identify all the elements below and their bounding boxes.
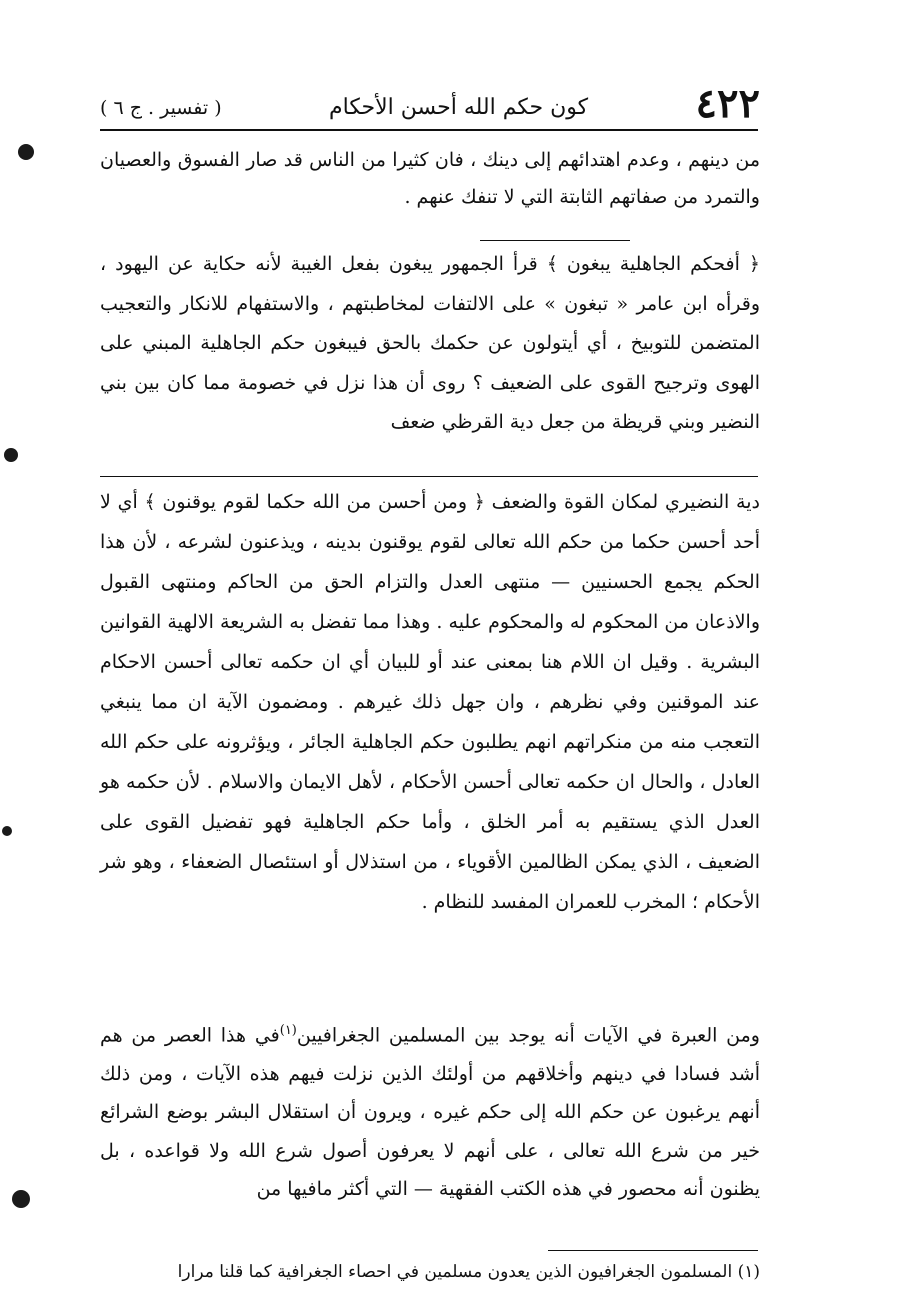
footnote: (١) المسلمون الجغرافيون الذين يعدون مسلمين في احصاء الجغرافية كما قلنا مرارا — [177, 1262, 760, 1282]
paragraph-lesson — [100, 1012, 760, 1209]
page-number: ٤٢٢ — [695, 80, 760, 127]
footnote-rule — [548, 1250, 758, 1251]
ink-blot — [12, 1190, 30, 1208]
paragraph-lesson-text-start: ومن العبرة في الآيات أنه يوجد بين المسلمين الجغرافيين — [296, 1024, 760, 1047]
paragraph-verse-commentary: ﴿ أفحكم الجاهلية يبغون ﴾ قرأ الجمهور يبغون بفعل الغيبة لأنه حكاية عن اليهود ، وقرأه ابن عامر « تبغون » على الالتفات لمخاطبتهم ، والاستفهام للانكار والتعجيب المتضمن للتوبيخ ، أي أيتولون عن حكمك بالحق فيبغون حكم الجاهلية المبني على الهوى وترجيح القوى على الضعيف ؟ روى أن هذا نزل في خصومة مما كان بين بني النضير وبني قريظة من جعل دية القرظي ضعف — [100, 253, 760, 433]
page-header — [100, 80, 760, 127]
running-title: كون حكم الله أحسن الأحكام — [329, 95, 589, 120]
ink-blot — [2, 826, 12, 836]
header-rule — [100, 129, 758, 131]
ink-blot — [4, 448, 18, 462]
column-break-rule — [100, 476, 758, 477]
ink-blot — [18, 144, 34, 160]
footnote-marker: (١) — [279, 1023, 297, 1038]
paragraph-lesson-text-end: في هذا العصر من هم أشد فسادا في دينهم وأخلاقهم من أولئك الذين نزلت فيهم هذه الآيات ، ومن ذلك أنهم يرغبون عن حكم الله إلى حكم غيره ، ويرون أن استقلال البشر بوضع الشرائع خير من شرع الله تعالى ، على أنهم لا يعرفون أصول شرع الله ولا قواعده ، بل يظنون أنه محصور في هذه الكتب الفقهية — التي أكثر مافيها من — [100, 1024, 760, 1201]
paragraph-ruling-commentary: دية النضيري لمكان القوة والضعف ﴿ ومن أحسن من الله حكما لقوم يوقنون ﴾ أي لا أحد أحسن حكما من حكم الله تعالى لقوم يوقنون بدينه ، ويذعنون لشرعه ، لأن هذا الحكم يجمع الحسنيين — منتهى العدل والتزام الحق من الحاكم ومنتهى القبول والاذعان من المحكوم له والمحكوم عليه . وهذا مما تفضل به الشريعة الالهية القوانين البشرية . وقيل ان اللام هنا بمعنى عند أو للبيان أي ان حكمه تعالى أحسن الاحكام عند الموقنين وفي نظرهم ، وان جهل ذلك غيرهم . ومضمون الآية ان مما ينبغي التعجب منه من منكراتهم انهم يطلبون حكم الجاهلية الجائر ، ويؤثرونه على حكم الله العادل ، والحال ان حكمه تعالى أحسن الأحكام ، لأهل الايمان والاسلام . لأن حكمه هو العدل الذي يستقيم به أمر الخلق ، وأما حكم الجاهلية فهو تفضيل القوى على الضعيف ، الذي يمكن الظالمين الأقوياء ، من استذلال أو استئصال الضعفاء ، وهو شر الأحكام ؛ المخرب للعمران المفسد للنظام . — [100, 491, 760, 913]
section-divider — [480, 240, 630, 241]
series-label: ( تفسير . ج ٦ ) — [100, 97, 222, 119]
paragraph-continuation: من دينهم ، وعدم اهتدائهم إلى دينك ، فان كثيرا من الناس قد صار الفسوق والعصيان والتمرد من صفاتهم الثابتة التي لا تنفك عنهم . — [100, 149, 760, 208]
